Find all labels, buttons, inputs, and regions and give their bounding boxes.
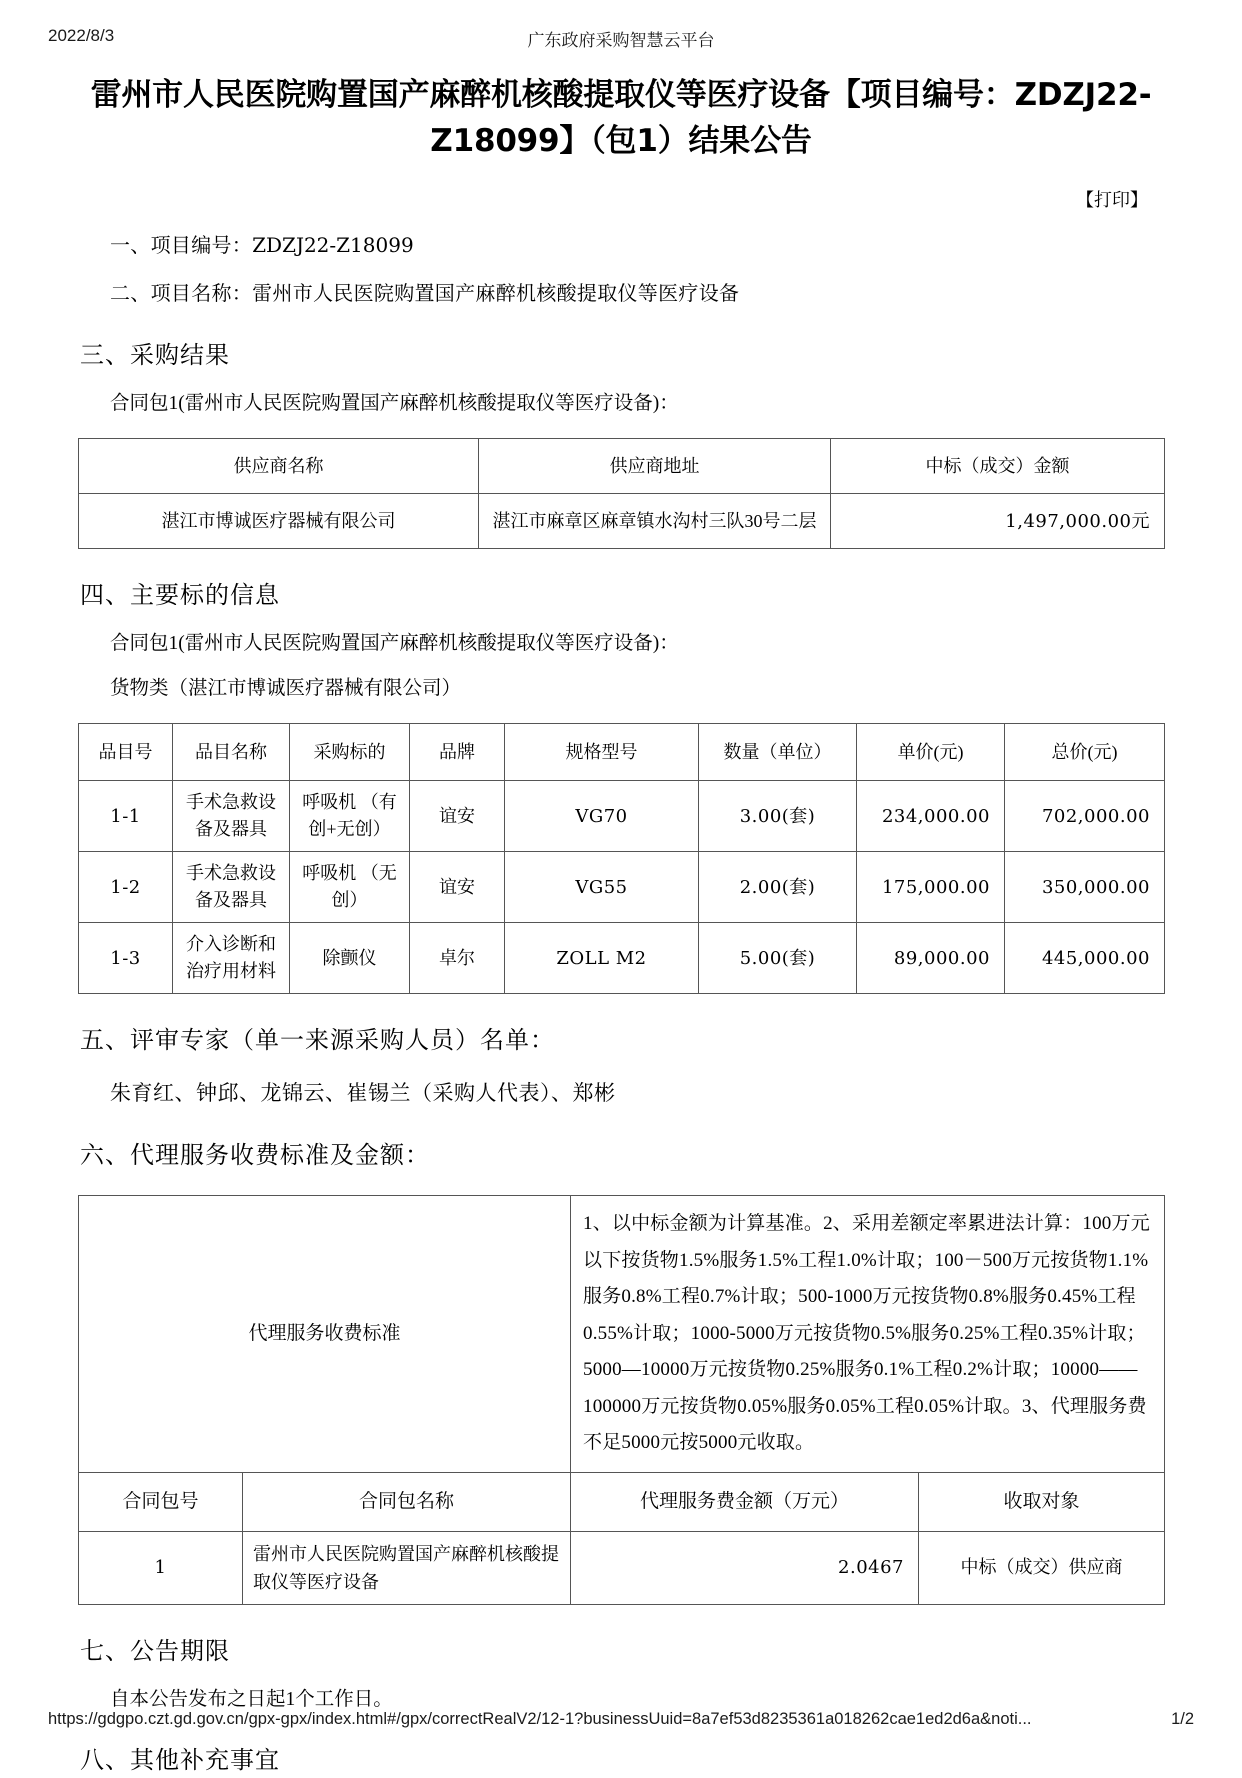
- column-header-supplier-name: 供应商名称: [79, 439, 479, 494]
- project-name-value: 雷州市人民医院购置国产麻醉机核酸提取仪等医疗设备: [252, 283, 740, 305]
- cell-brand: 谊安: [410, 781, 505, 852]
- cell-payer: 中标（成交）供应商: [919, 1531, 1165, 1604]
- section-3-package-label: 合同包1(雷州市人民医院购置国产麻醉机核酸提取仪等医疗设备)：: [110, 393, 679, 414]
- cell-item-name: 手术急救设备及器具: [173, 781, 290, 852]
- cell-total-price: 350,000.00: [1005, 852, 1165, 923]
- section-6-heading: 六、代理服务收费标准及金额：: [80, 1143, 430, 1169]
- column-header-quantity: 数量（单位）: [699, 724, 857, 781]
- cell-supplier-name: 湛江市博诚医疗器械有限公司: [79, 494, 479, 549]
- column-header-fee-amount: 代理服务费金额（万元）: [571, 1472, 919, 1531]
- section-project-name: [110, 279, 1164, 309]
- print-button[interactable]: 【打印】: [1076, 190, 1148, 211]
- column-header-payer: 收取对象: [919, 1472, 1165, 1531]
- cell-item-name: 手术急救设备及器具: [173, 852, 290, 923]
- cell-unit-price: 175,000.00: [857, 852, 1005, 923]
- column-header-item-name: 品目名称: [173, 724, 290, 781]
- cell-unit-price: 234,000.00: [857, 781, 1005, 852]
- cell-purchase-target: 呼吸机 （无创）: [290, 852, 410, 923]
- column-header-item-no: 品目号: [79, 724, 173, 781]
- table-row: [79, 1531, 1165, 1604]
- announcement-document: [78, 72, 1164, 1778]
- supplier-result-table: [78, 438, 1165, 549]
- section-project-number: [110, 230, 1164, 261]
- table-header-row: [79, 724, 1165, 781]
- cell-quantity: 2.00(套): [699, 852, 857, 923]
- cell-package-name: 雷州市人民医院购置国产麻醉机核酸提取仪等医疗设备: [243, 1531, 571, 1604]
- cell-fee-amount: 2.0467: [571, 1531, 919, 1604]
- column-header-package-no: 合同包号: [79, 1472, 243, 1531]
- cell-total-price: 702,000.00: [1005, 781, 1165, 852]
- section-4-heading: 四、主要标的信息: [80, 583, 280, 609]
- cell-brand: 谊安: [410, 852, 505, 923]
- cell-quantity: 3.00(套): [699, 781, 857, 852]
- project-number-value: ZDZJ22-Z18099: [252, 233, 414, 257]
- column-header-award-amount: 中标（成交）金额: [831, 439, 1165, 494]
- table-header-row: [79, 439, 1165, 494]
- section-5-heading: 五、评审专家（单一来源采购人员）名单：: [80, 1028, 555, 1054]
- section-4-category-label: 货物类（湛江市博诚医疗器械有限公司）: [110, 678, 462, 699]
- section-3-heading: 三、采购结果: [80, 343, 230, 369]
- section-8-heading: 八、其他补充事宜: [80, 1747, 280, 1774]
- fee-standard-row: [79, 1196, 1165, 1473]
- column-header-unit-price: 单价(元): [857, 724, 1005, 781]
- cell-item-name: 介入诊断和治疗用材料: [173, 923, 290, 994]
- column-header-total-price: 总价(元): [1005, 724, 1165, 781]
- column-header-brand: 品牌: [410, 724, 505, 781]
- cell-item-no: 1-3: [79, 923, 173, 994]
- section-1-label: 一、项目编号：: [110, 235, 253, 257]
- column-header-supplier-address: 供应商地址: [479, 439, 831, 494]
- cell-supplier-address: 湛江市麻章区麻章镇水沟村三队30号二层: [479, 494, 831, 549]
- print-footer-url: https://gdgpo.czt.gd.gov.cn/gpx-gpx/index.html#/gpx/correctRealV2/12-1?businessUuid=8a7ef53d8235361a018262cae1ed2d6a&noti...: [48, 1710, 1032, 1728]
- page-title: 雷州市人民医院购置国产麻醉机核酸提取仪等医疗设备【项目编号：ZDZJ22-Z18099】（包1）结果公告: [90, 77, 1152, 159]
- cell-model: VG70: [505, 781, 699, 852]
- column-header-model: 规格型号: [505, 724, 699, 781]
- print-header-site-title: 广东政府采购智慧云平台: [527, 31, 715, 50]
- agency-fee-table: [78, 1195, 1165, 1605]
- print-footer-page-number: 1/2: [1171, 1710, 1194, 1728]
- cell-model: ZOLL M2: [505, 923, 699, 994]
- print-footer: [0, 1710, 1242, 1732]
- section-7-body: 自本公告发布之日起1个工作日。: [110, 1688, 393, 1710]
- cell-item-no: 1-2: [79, 852, 173, 923]
- print-header: [0, 26, 1242, 48]
- cell-brand: 卓尔: [410, 923, 505, 994]
- table-header-row: [79, 1472, 1165, 1531]
- section-7-heading: 七、公告期限: [80, 1638, 230, 1665]
- fee-standard-text: 1、以中标金额为计算基准。2、采用差额定率累进法计算：100万元以下按货物1.5%服务1.5%工程1.0%计取；100－500万元按货物1.1%服务0.8%工程0.7%计取；500-1000万元按货物0.8%服务0.45%工程0.55%计取；1000-5000万元按货物0.5%服务0.25%工程0.35%计取；5000—10000万元按货物0.25%服务0.1%工程0.2%计取；10000——100000万元按货物0.05%服务0.05%工程0.05%计取。3、代理服务费不足5000元按5000元收取。: [571, 1196, 1165, 1473]
- print-link-row: [78, 186, 1164, 212]
- main-items-table: [78, 723, 1165, 994]
- table-row: [79, 852, 1165, 923]
- section-4-package-label: 合同包1(雷州市人民医院购置国产麻醉机核酸提取仪等医疗设备)：: [110, 633, 679, 654]
- cell-item-no: 1-1: [79, 781, 173, 852]
- section-2-label: 二、项目名称：: [110, 283, 253, 305]
- cell-unit-price: 89,000.00: [857, 923, 1005, 994]
- table-row: [79, 494, 1165, 549]
- cell-model: VG55: [505, 852, 699, 923]
- print-header-date: 2022/8/3: [48, 26, 115, 45]
- cell-purchase-target: 呼吸机 （有创+无创）: [290, 781, 410, 852]
- cell-purchase-target: 除颤仪: [290, 923, 410, 994]
- cell-award-amount: 1,497,000.00元: [831, 494, 1165, 549]
- cell-package-no: 1: [79, 1531, 243, 1604]
- table-row: [79, 781, 1165, 852]
- table-row: [79, 923, 1165, 994]
- cell-quantity: 5.00(套): [699, 923, 857, 994]
- column-header-package-name: 合同包名称: [243, 1472, 571, 1531]
- cell-total-price: 445,000.00: [1005, 923, 1165, 994]
- fee-standard-label: 代理服务收费标准: [79, 1196, 571, 1473]
- expert-name-list: 朱育红、钟邱、龙锦云、崔锡兰（采购人代表）、郑彬: [110, 1081, 616, 1105]
- column-header-purchase-target: 采购标的: [290, 724, 410, 781]
